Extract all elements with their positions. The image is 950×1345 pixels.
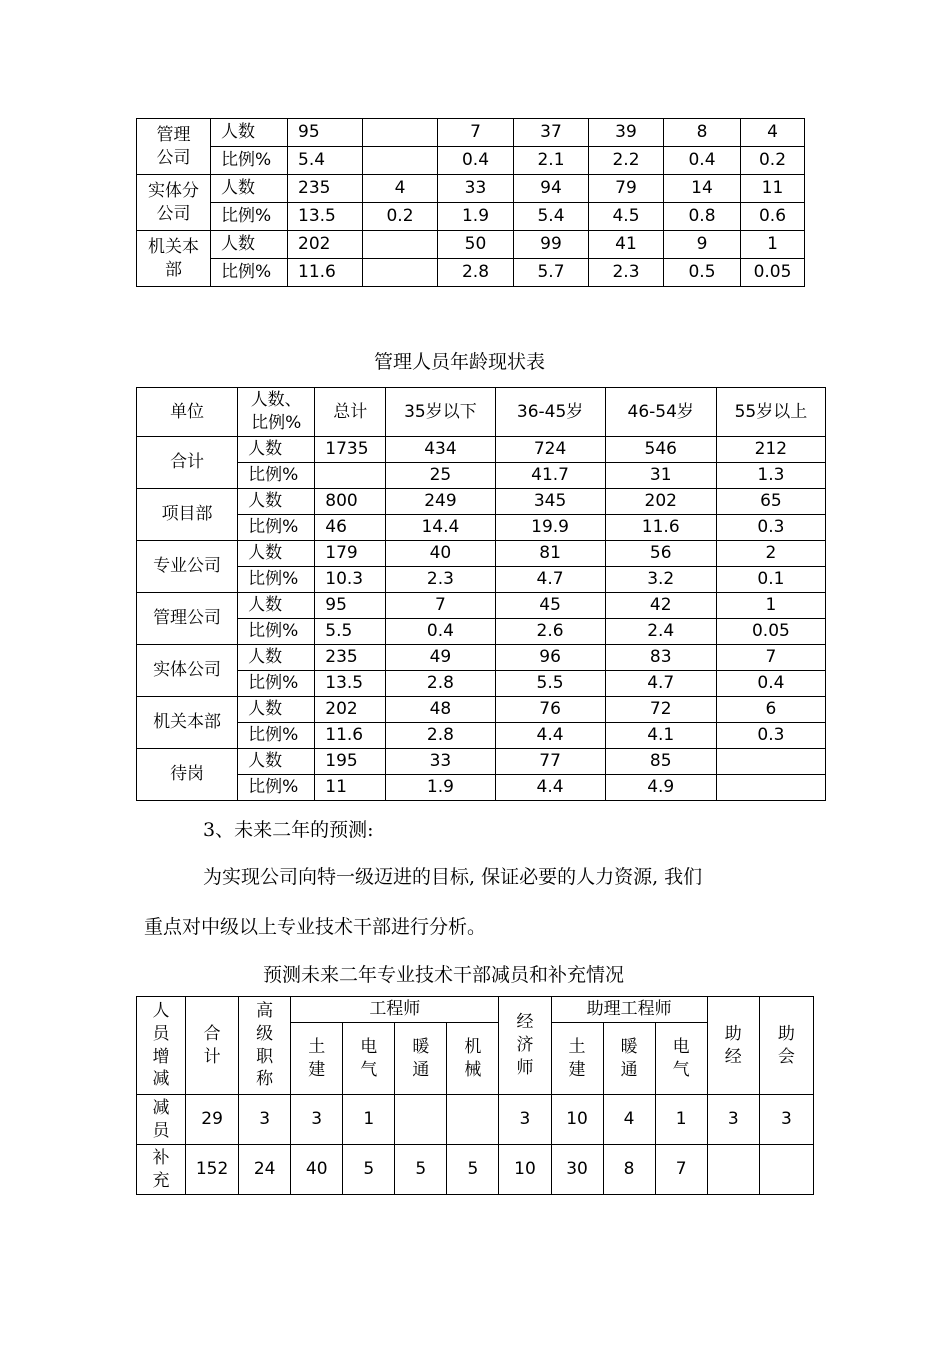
data-cell: 546 — [605, 437, 716, 463]
header-cell: 暖通 — [395, 1023, 447, 1095]
data-cell: 50 — [438, 231, 514, 259]
data-cell: 10 — [551, 1095, 603, 1145]
table-row — [137, 119, 805, 147]
metric-cell: 人数 — [211, 231, 288, 259]
data-cell: 434 — [386, 437, 495, 463]
data-cell: 3 — [759, 1095, 813, 1145]
data-cell: 2.4 — [605, 619, 716, 645]
data-cell: 1735 — [315, 437, 386, 463]
data-cell: 45 — [495, 593, 605, 619]
data-cell: 2 — [716, 541, 825, 567]
data-cell: 1.9 — [386, 775, 495, 801]
header-cell: 助会 — [759, 997, 813, 1095]
unit-cell: 实体分公司 — [137, 175, 211, 231]
data-cell: 2.3 — [386, 567, 495, 593]
data-cell — [363, 259, 438, 287]
table-row — [137, 463, 826, 489]
metric-cell: 比例% — [238, 515, 315, 541]
metric-cell: 比例% — [238, 775, 315, 801]
data-cell: 1 — [655, 1095, 707, 1145]
data-cell: 85 — [605, 749, 716, 775]
data-cell: 3 — [291, 1095, 343, 1145]
header-cell: 工程师 — [291, 997, 499, 1023]
data-cell: 0.6 — [741, 203, 805, 231]
table-row — [137, 231, 805, 259]
data-cell: 0.3 — [716, 515, 825, 541]
table-row — [137, 175, 805, 203]
data-cell: 212 — [716, 437, 825, 463]
header-cell: 55岁以上 — [716, 388, 825, 437]
header-cell: 土建 — [291, 1023, 343, 1095]
data-cell: 94 — [514, 175, 589, 203]
data-cell: 72 — [605, 697, 716, 723]
data-cell: 4.7 — [495, 567, 605, 593]
header-cell: 总计 — [315, 388, 386, 437]
data-cell: 2.8 — [386, 671, 495, 697]
data-cell — [395, 1095, 447, 1145]
metric-cell: 人数 — [211, 119, 288, 147]
data-cell: 0.05 — [741, 259, 805, 287]
data-cell: 152 — [186, 1145, 239, 1195]
data-cell: 5.7 — [514, 259, 589, 287]
data-cell: 724 — [495, 437, 605, 463]
table-row — [137, 619, 826, 645]
data-cell: 5 — [343, 1145, 395, 1195]
data-cell — [447, 1095, 499, 1145]
data-cell: 5.4 — [514, 203, 589, 231]
data-cell — [716, 749, 825, 775]
metric-cell: 人数 — [238, 489, 315, 515]
data-cell: 13.5 — [288, 203, 363, 231]
metric-cell: 比例% — [238, 723, 315, 749]
data-cell: 1.3 — [716, 463, 825, 489]
data-cell: 96 — [495, 645, 605, 671]
metric-cell: 人数 — [238, 437, 315, 463]
data-cell: 7 — [386, 593, 495, 619]
data-cell: 8 — [664, 119, 741, 147]
data-cell: 0.3 — [716, 723, 825, 749]
data-cell: 4.7 — [605, 671, 716, 697]
data-cell: 31 — [605, 463, 716, 489]
table-row — [137, 723, 826, 749]
metric-cell: 比例% — [238, 671, 315, 697]
data-cell: 49 — [386, 645, 495, 671]
unit-cell: 机关本部 — [137, 231, 211, 287]
data-cell: 4.4 — [495, 723, 605, 749]
data-cell: 195 — [315, 749, 386, 775]
data-cell: 4.9 — [605, 775, 716, 801]
data-cell: 95 — [288, 119, 363, 147]
data-cell: 345 — [495, 489, 605, 515]
data-cell — [716, 775, 825, 801]
unit-cell: 项目部 — [137, 489, 238, 541]
data-cell: 202 — [605, 489, 716, 515]
data-cell: 1.9 — [438, 203, 514, 231]
data-cell: 0.4 — [664, 147, 741, 175]
data-cell: 29 — [186, 1095, 239, 1145]
data-cell: 14.4 — [386, 515, 495, 541]
table-row — [137, 645, 826, 671]
table-row — [137, 147, 805, 175]
header-cell: 暖通 — [603, 1023, 655, 1095]
data-cell: 41.7 — [495, 463, 605, 489]
row-label-cell: 补充 — [137, 1145, 186, 1195]
section-heading: 3、未来二年的预测: — [203, 819, 374, 841]
data-cell: 2.3 — [589, 259, 664, 287]
data-cell: 0.4 — [438, 147, 514, 175]
data-cell: 10.3 — [315, 567, 386, 593]
header-cell: 电气 — [343, 1023, 395, 1095]
data-cell: 2.8 — [386, 723, 495, 749]
data-cell: 4.5 — [589, 203, 664, 231]
data-cell: 1 — [716, 593, 825, 619]
data-cell: 800 — [315, 489, 386, 515]
table-row — [137, 203, 805, 231]
data-cell: 0.1 — [716, 567, 825, 593]
header-cell: 人数、比例% — [238, 388, 315, 437]
paragraph-line: 重点对中级以上专业技术干部进行分析。 — [144, 916, 487, 938]
data-cell: 5.4 — [288, 147, 363, 175]
data-cell: 11.6 — [315, 723, 386, 749]
unit-cell: 待岗 — [137, 749, 238, 801]
header-cell: 35岁以下 — [386, 388, 495, 437]
data-cell: 235 — [315, 645, 386, 671]
data-cell: 0.05 — [716, 619, 825, 645]
table-row — [137, 749, 826, 775]
row-label-cell: 减员 — [137, 1095, 186, 1145]
table-row — [137, 489, 826, 515]
table-row — [137, 671, 826, 697]
header-cell: 合计 — [186, 997, 239, 1095]
data-cell: 10 — [499, 1145, 551, 1195]
data-cell: 99 — [514, 231, 589, 259]
table-row — [137, 1145, 814, 1195]
data-cell: 0.8 — [664, 203, 741, 231]
data-cell — [759, 1145, 813, 1195]
data-cell: 2.2 — [589, 147, 664, 175]
table-row — [137, 567, 826, 593]
data-cell: 46 — [315, 515, 386, 541]
data-cell: 11 — [741, 175, 805, 203]
data-cell: 11.6 — [605, 515, 716, 541]
data-cell: 0.5 — [664, 259, 741, 287]
data-cell: 37 — [514, 119, 589, 147]
data-cell: 8 — [603, 1145, 655, 1195]
age-table-title: 管理人员年龄现状表 — [374, 351, 546, 373]
data-cell: 95 — [315, 593, 386, 619]
data-cell: 25 — [386, 463, 495, 489]
header-cell: 高级职称 — [239, 997, 291, 1095]
data-cell: 7 — [716, 645, 825, 671]
forecast-table-title: 预测未来二年专业技术干部减员和补充情况 — [263, 964, 625, 986]
data-cell — [363, 147, 438, 175]
forecast-table — [136, 996, 814, 1195]
metric-cell: 人数 — [238, 541, 315, 567]
data-cell: 24 — [239, 1145, 291, 1195]
data-cell: 2.1 — [514, 147, 589, 175]
table-row — [137, 515, 826, 541]
header-cell: 电气 — [655, 1023, 707, 1095]
metric-cell: 人数 — [238, 697, 315, 723]
data-cell: 7 — [655, 1145, 707, 1195]
data-cell: 6 — [716, 697, 825, 723]
age-status-table — [136, 387, 826, 801]
metric-cell: 人数 — [238, 645, 315, 671]
data-cell: 0.4 — [716, 671, 825, 697]
data-cell: 19.9 — [495, 515, 605, 541]
data-cell: 39 — [589, 119, 664, 147]
metric-cell: 比例% — [211, 203, 288, 231]
metric-cell: 人数 — [238, 593, 315, 619]
data-cell: 5.5 — [495, 671, 605, 697]
data-cell: 2.6 — [495, 619, 605, 645]
data-cell: 11.6 — [288, 259, 363, 287]
header-cell: 单位 — [137, 388, 238, 437]
header-cell: 助经 — [707, 997, 759, 1095]
data-cell: 179 — [315, 541, 386, 567]
data-cell: 0.2 — [741, 147, 805, 175]
paragraph-line: 为实现公司向特一级迈进的目标, 保证必要的人力资源, 我们 — [203, 866, 703, 888]
table-row — [137, 541, 826, 567]
table-header-row — [137, 388, 826, 437]
data-cell: 4 — [363, 175, 438, 203]
data-cell: 2.8 — [438, 259, 514, 287]
data-cell: 5.5 — [315, 619, 386, 645]
metric-cell: 比例% — [211, 147, 288, 175]
data-cell: 14 — [664, 175, 741, 203]
data-cell: 41 — [589, 231, 664, 259]
header-cell: 机械 — [447, 1023, 499, 1095]
data-cell: 40 — [291, 1145, 343, 1195]
data-cell: 42 — [605, 593, 716, 619]
data-cell: 1 — [343, 1095, 395, 1145]
table-header-row — [137, 997, 814, 1023]
unit-title-distribution-table — [136, 118, 805, 287]
data-cell: 3 — [707, 1095, 759, 1145]
data-cell: 3 — [499, 1095, 551, 1145]
data-cell: 202 — [288, 231, 363, 259]
unit-cell: 管理公司 — [137, 593, 238, 645]
data-cell: 4 — [603, 1095, 655, 1145]
data-cell: 9 — [664, 231, 741, 259]
data-cell: 4 — [741, 119, 805, 147]
data-cell: 3.2 — [605, 567, 716, 593]
table-row — [137, 259, 805, 287]
metric-cell: 比例% — [238, 567, 315, 593]
data-cell: 33 — [386, 749, 495, 775]
table-row — [137, 775, 826, 801]
data-cell: 0.2 — [363, 203, 438, 231]
data-cell: 13.5 — [315, 671, 386, 697]
data-cell: 65 — [716, 489, 825, 515]
data-cell: 7 — [438, 119, 514, 147]
header-cell: 助理工程师 — [551, 997, 707, 1023]
header-cell: 土建 — [551, 1023, 603, 1095]
data-cell: 5 — [447, 1145, 499, 1195]
data-cell: 77 — [495, 749, 605, 775]
data-cell: 202 — [315, 697, 386, 723]
data-cell: 40 — [386, 541, 495, 567]
data-cell: 76 — [495, 697, 605, 723]
metric-cell: 比例% — [238, 619, 315, 645]
data-cell: 4.1 — [605, 723, 716, 749]
unit-cell: 机关本部 — [137, 697, 238, 749]
header-cell: 46-54岁 — [605, 388, 716, 437]
data-cell — [363, 231, 438, 259]
metric-cell: 比例% — [211, 259, 288, 287]
header-cell: 36-45岁 — [495, 388, 605, 437]
data-cell: 5 — [395, 1145, 447, 1195]
data-cell: 83 — [605, 645, 716, 671]
data-cell: 0.4 — [386, 619, 495, 645]
unit-cell: 合计 — [137, 437, 238, 489]
data-cell: 1 — [741, 231, 805, 259]
data-cell: 30 — [551, 1145, 603, 1195]
data-cell: 79 — [589, 175, 664, 203]
table-row — [137, 437, 826, 463]
table-row — [137, 697, 826, 723]
unit-cell: 实体公司 — [137, 645, 238, 697]
unit-cell: 管理公司 — [137, 119, 211, 175]
data-cell: 249 — [386, 489, 495, 515]
data-cell — [315, 463, 386, 489]
data-cell: 4.4 — [495, 775, 605, 801]
table-row — [137, 1095, 814, 1145]
data-cell: 11 — [315, 775, 386, 801]
data-cell: 3 — [239, 1095, 291, 1145]
data-cell: 81 — [495, 541, 605, 567]
table-row — [137, 593, 826, 619]
unit-cell: 专业公司 — [137, 541, 238, 593]
header-cell: 经济师 — [499, 997, 551, 1095]
data-cell — [363, 119, 438, 147]
data-cell — [707, 1145, 759, 1195]
data-cell: 56 — [605, 541, 716, 567]
metric-cell: 人数 — [238, 749, 315, 775]
metric-cell: 比例% — [238, 463, 315, 489]
data-cell: 33 — [438, 175, 514, 203]
data-cell: 48 — [386, 697, 495, 723]
metric-cell: 人数 — [211, 175, 288, 203]
data-cell: 235 — [288, 175, 363, 203]
header-cell: 人员增减 — [137, 997, 186, 1095]
